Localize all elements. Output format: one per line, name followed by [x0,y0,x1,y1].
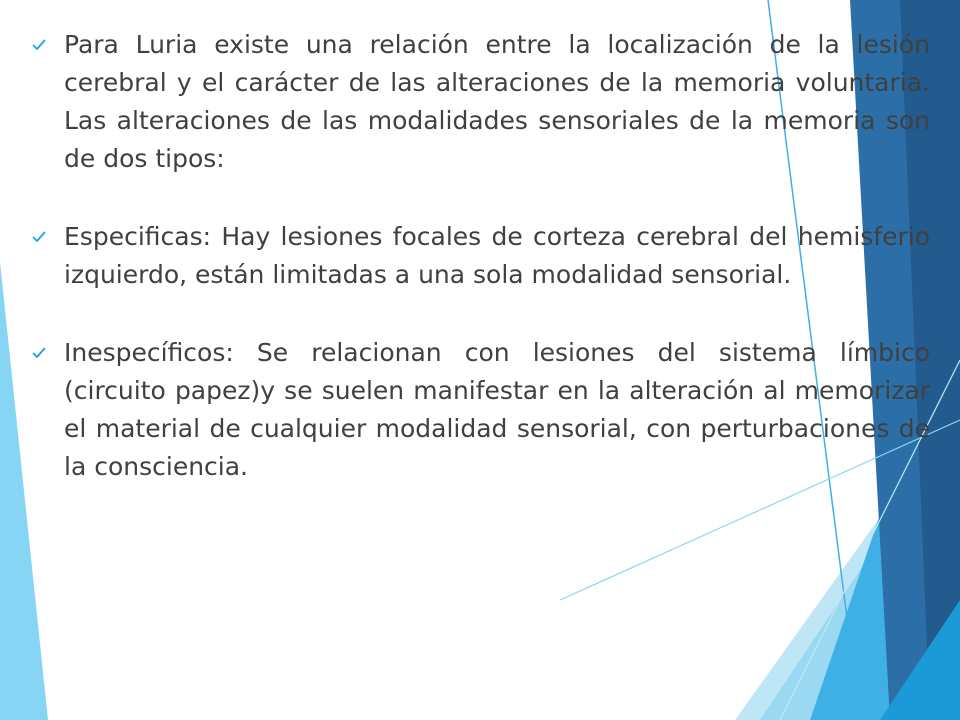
slide-content [32,26,930,486]
check-mark-icon [32,346,46,360]
bullet-item [32,218,930,294]
bullet-item [32,334,930,486]
bullet-text: Especificas: Hay lesiones focales de corteza cerebral del hemisferio izquierdo, están limitadas a una sola modalidad sensorial. [64,222,930,289]
check-mark-icon [32,38,46,52]
bullet-text: Para Luria existe una relación entre la localización de la lesión cerebral y el carácter de las alteraciones de la memoria voluntaria. Las alteraciones de las modalidades sensoriales de la memoria son de dos tipos: [64,30,930,173]
check-mark-icon [32,230,46,244]
bullet-item [32,26,930,178]
bullet-text: Inespecíficos: Se relacionan con lesiones del sistema límbico (circuito papez)y se suelen manifestar en la alteración al memorizar el material de cualquier modalidad sensorial, con perturbaciones de la consciencia. [64,338,930,481]
